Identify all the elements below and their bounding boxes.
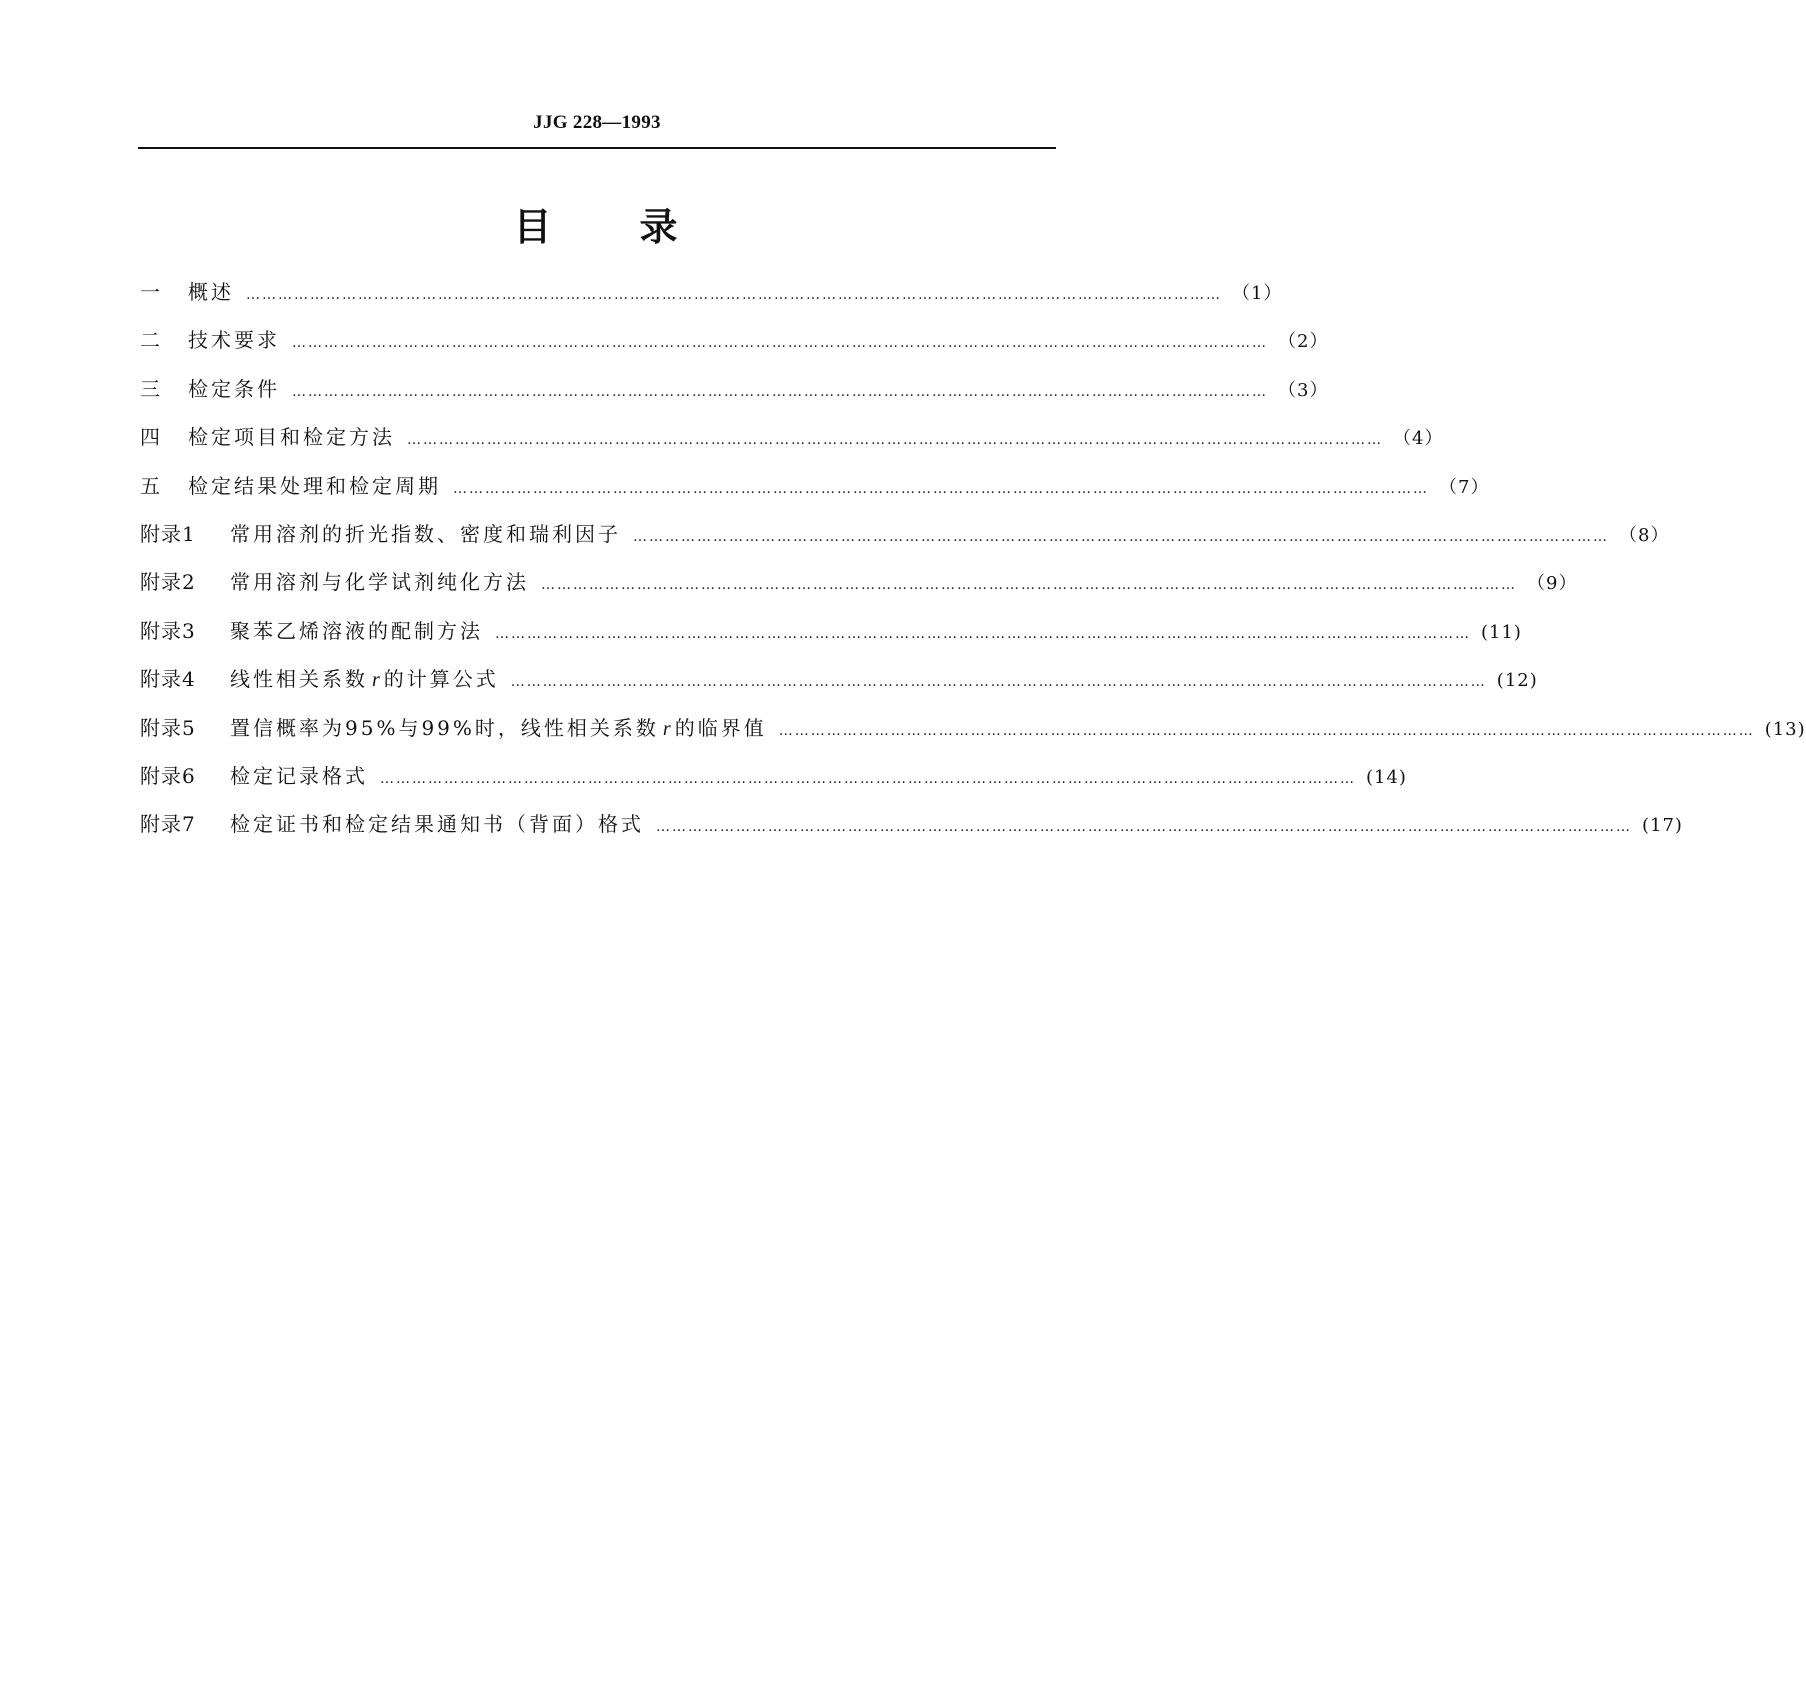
toc-entry[interactable] xyxy=(140,276,1283,324)
toc-entry-number: 附录4 xyxy=(140,667,196,692)
toc-entry-number: 一 xyxy=(140,280,163,304)
document-code-header: JJG 228—1993 xyxy=(533,112,661,133)
toc-entry[interactable] xyxy=(140,808,1683,856)
table-of-contents xyxy=(140,276,1806,857)
toc-entry-title: 检定条件 xyxy=(188,376,280,401)
dot-leader: ………………………………………………………………………………………………………………………………………………………………… xyxy=(495,625,1471,642)
toc-entry-number: 附录2 xyxy=(140,570,196,595)
toc-entry-title xyxy=(230,712,767,741)
toc-entry-title: 常用溶剂的折光指数、密度和瑞利因子 xyxy=(230,521,621,546)
toc-entry-page: （7） xyxy=(1439,476,1490,498)
toc-entry-title-part: 的计算公式 xyxy=(383,667,499,692)
toc-entry-page: (11) xyxy=(1481,621,1522,643)
variable-r: r xyxy=(662,717,671,740)
header-rule xyxy=(138,147,1056,149)
toc-entry-title-part: 的临界值 xyxy=(674,715,767,740)
dot-leader: ………………………………………………………………………………………………………………………………………………………………… xyxy=(292,335,1268,352)
toc-entry[interactable] xyxy=(140,421,1444,469)
dot-leader: ………………………………………………………………………………………………………………………………………………………………… xyxy=(453,480,1429,497)
toc-entry[interactable] xyxy=(140,615,1522,663)
toc-entry-number: 附录1 xyxy=(140,521,196,546)
toc-entry-title: 检定证书和检定结果通知书（背面）格式 xyxy=(230,812,644,837)
toc-entry-number: 二 xyxy=(140,328,163,353)
toc-entry-title: 聚苯乙烯溶液的配制方法 xyxy=(230,618,483,643)
toc-entry-title xyxy=(230,663,499,692)
toc-entry[interactable] xyxy=(140,373,1329,421)
toc-entry-number: 附录6 xyxy=(140,763,196,788)
dot-leader: ………………………………………………………………………………………………………………………………………………………………… xyxy=(246,287,1222,303)
toc-entry-page: (12) xyxy=(1496,670,1538,692)
toc-entry-title: 检定项目和检定方法 xyxy=(188,425,395,450)
toc-entry-number: 四 xyxy=(140,425,163,450)
dot-leader: ………………………………………………………………………………………………………………………………………………………………… xyxy=(407,432,1383,449)
toc-entry[interactable] xyxy=(140,566,1578,614)
toc-entry-title: 检定结果处理和检定周期 xyxy=(188,473,441,498)
toc-entry-page: (17) xyxy=(1642,815,1683,837)
dot-leader: ………………………………………………………………………………………………………………………………………………………………… xyxy=(633,528,1609,545)
toc-entry[interactable] xyxy=(140,518,1670,566)
toc-entry-page: （8） xyxy=(1619,524,1670,546)
toc-entry[interactable] xyxy=(140,663,1538,711)
dot-leader: ………………………………………………………………………………………………………………………………………………………………… xyxy=(292,383,1268,400)
toc-entry-page: （9） xyxy=(1527,573,1578,595)
toc-entry-number: 三 xyxy=(140,376,163,401)
title-char-1: 目 xyxy=(513,205,552,249)
toc-entry-number: 附录7 xyxy=(140,812,196,837)
page-title xyxy=(0,196,1191,251)
dot-leader: ………………………………………………………………………………………………………………………………………………………………… xyxy=(510,674,1487,691)
toc-entry[interactable] xyxy=(140,324,1329,372)
toc-entry[interactable] xyxy=(140,712,1806,760)
dot-leader: ………………………………………………………………………………………………………………………………………………………………… xyxy=(656,819,1632,836)
dot-leader: ………………………………………………………………………………………………………………………………………………………………… xyxy=(541,577,1517,594)
toc-entry-number: 附录3 xyxy=(140,618,196,643)
toc-entry-page: (14) xyxy=(1366,766,1407,788)
toc-entry-number: 五 xyxy=(140,473,163,498)
toc-entry[interactable] xyxy=(140,760,1407,808)
toc-entry-number: 附录5 xyxy=(140,715,196,740)
toc-entry-title-part: 置信概率为95%与99%时，线性相关系数 xyxy=(230,715,659,740)
toc-entry-page: （2） xyxy=(1278,331,1329,353)
toc-entry-page: （4） xyxy=(1393,428,1444,450)
toc-entry-title: 技术要求 xyxy=(188,328,280,353)
variable-r: r xyxy=(372,669,380,692)
dot-leader: ………………………………………………………………………………………………………………………………………………………………… xyxy=(778,722,1755,739)
toc-entry-title: 常用溶剂与化学试剂纯化方法 xyxy=(230,570,529,595)
toc-entry-title: 检定记录格式 xyxy=(230,763,368,788)
toc-entry[interactable] xyxy=(140,470,1490,518)
toc-entry-page: （3） xyxy=(1278,379,1329,401)
toc-entry-page: (13) xyxy=(1764,718,1806,740)
dot-leader: ………………………………………………………………………………………………………………………………………………………………… xyxy=(380,770,1356,787)
toc-entry-title: 概述 xyxy=(188,280,234,304)
toc-entry-page: （1） xyxy=(1232,283,1283,304)
toc-entry-title-part: 线性相关系数 xyxy=(230,667,368,692)
title-char-2: 录 xyxy=(639,205,678,249)
